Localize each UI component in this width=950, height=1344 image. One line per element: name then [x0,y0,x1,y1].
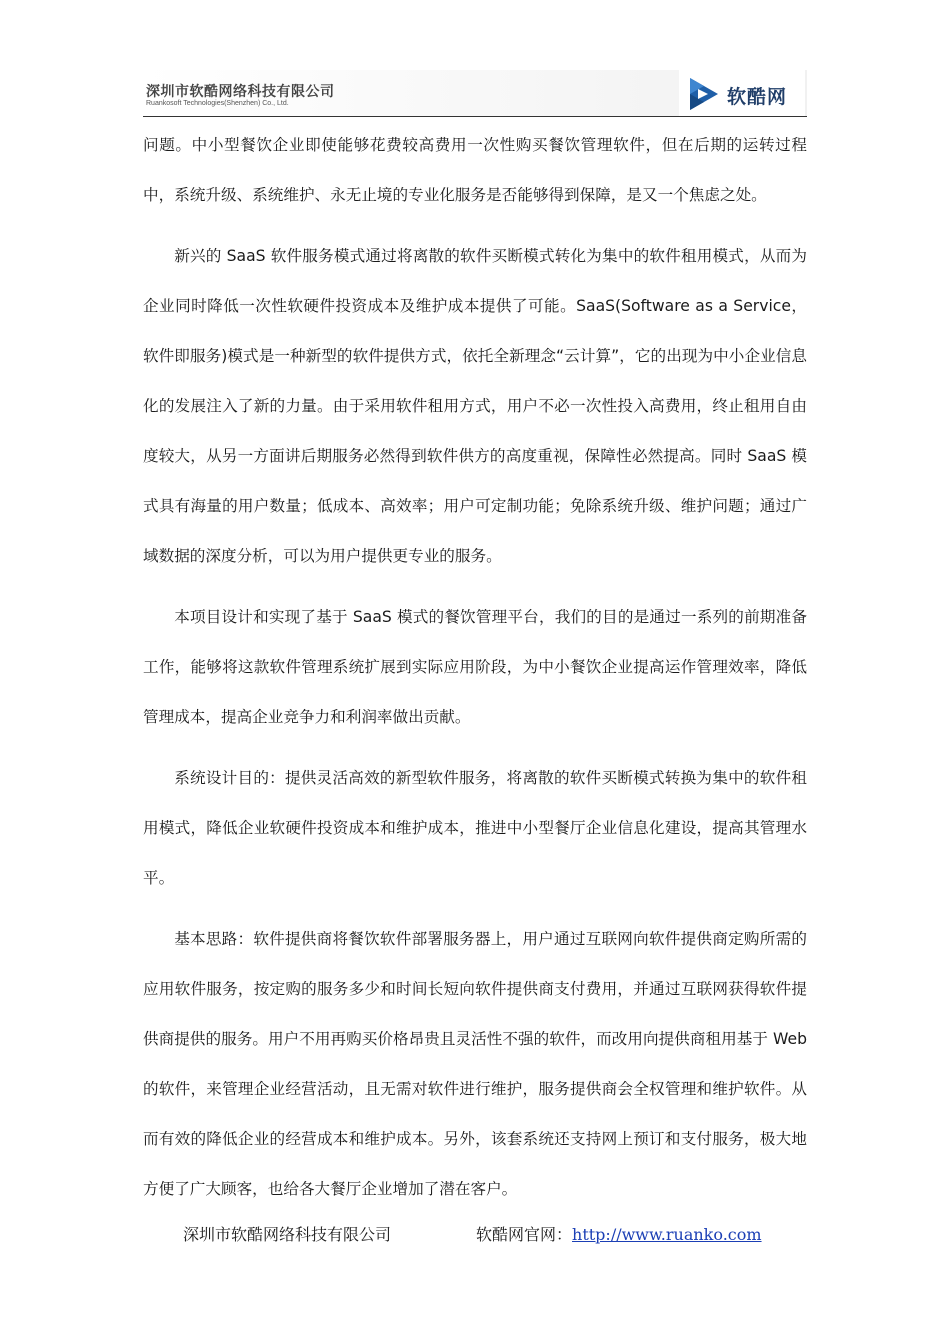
footer-site-label: 软酷网官网： [476,1225,573,1244]
ruanko-logo [679,70,805,116]
paragraph-2: 新兴的 SaaS 软件服务模式通过将离散的软件买断模式转化为集中的软件租用模式，从而为企业同时降低一次性软硬件投资成本及维护成本提供了可能。SaaS(Software as a Service，软件即服务)模式是一种新型的软件提供方式，依托全新理念“云计算”，它的出现为中小企业信息化的发展注入了新的力量。由于采用软件租用方式，用户不必一次性投入高费用，终止租用自由度较大，从另一方面讲后期服务必然得到软件供方的高度重视，保障性必然提高。同时 SaaS 模式具有海量的用户数量；低成本、高效率；用户可定制功能；免除系统升级、维护问题；通过广域数据的深度分析，可以为用户提供更专业的服务。 [143,247,807,565]
logo-wordmark: 软酷网 [727,86,788,108]
header-company-name: 深圳市软酷网络科技有限公司 [146,84,335,100]
page-header [143,70,807,117]
footer-website [476,1222,762,1248]
footer-site-link[interactable]: http://www.ruanko.com [572,1225,762,1244]
paragraph-3: 本项目设计和实现了基于 SaaS 模式的餐饮管理平台，我们的目的是通过一系列的前期准备工作，能够将这款软件管理系统扩展到实际应用阶段，为中小餐饮企业提高运作管理效率，降低管理成本，提高企业竞争力和利润率做出贡献。 [143,608,807,726]
paragraph-4: 系统设计目的：提供灵活高效的新型软件服务，将离散的软件买断模式转换为集中的软件租用模式，降低企业软硬件投资成本和维护成本，推进中小型餐厅企业信息化建设，提高其管理水平。 [143,769,807,887]
footer-company-name: 深圳市软酷网络科技有限公司 [183,1225,392,1244]
header-company-english-name: Ruankosoft Technologies(Shenzhen) Co., Ltd. [146,100,289,107]
document-body [143,120,807,1225]
paragraph-1: 问题。中小型餐饮企业即使能够花费较高费用一次性购买餐饮管理软件，但在后期的运转过程中，系统升级、系统维护、永无止境的专业化服务是否能够得到保障，是又一个焦虑之处。 [143,136,807,204]
play-triangle-logo-icon [687,76,721,112]
paragraph-5: 基本思路：软件提供商将餐饮软件部署服务器上，用户通过互联网向软件提供商定购所需的应用软件服务，按定购的服务多少和时间长短向软件提供商支付费用，并通过互联网获得软件提供商提供的服务。用户不用再购买价格昂贵且灵活性不强的软件，而改用向提供商租用基于 Web 的软件，来管理企业经营活动，且无需对软件进行维护，服务提供商会全权管理和维护软件。从而有效的降低企业的经营成本和维护成本。另外，该套系统还支持网上预订和支付服务，极大地方便了广大顾客，也给各大餐厅企业增加了潜在客户。 [143,930,807,1198]
